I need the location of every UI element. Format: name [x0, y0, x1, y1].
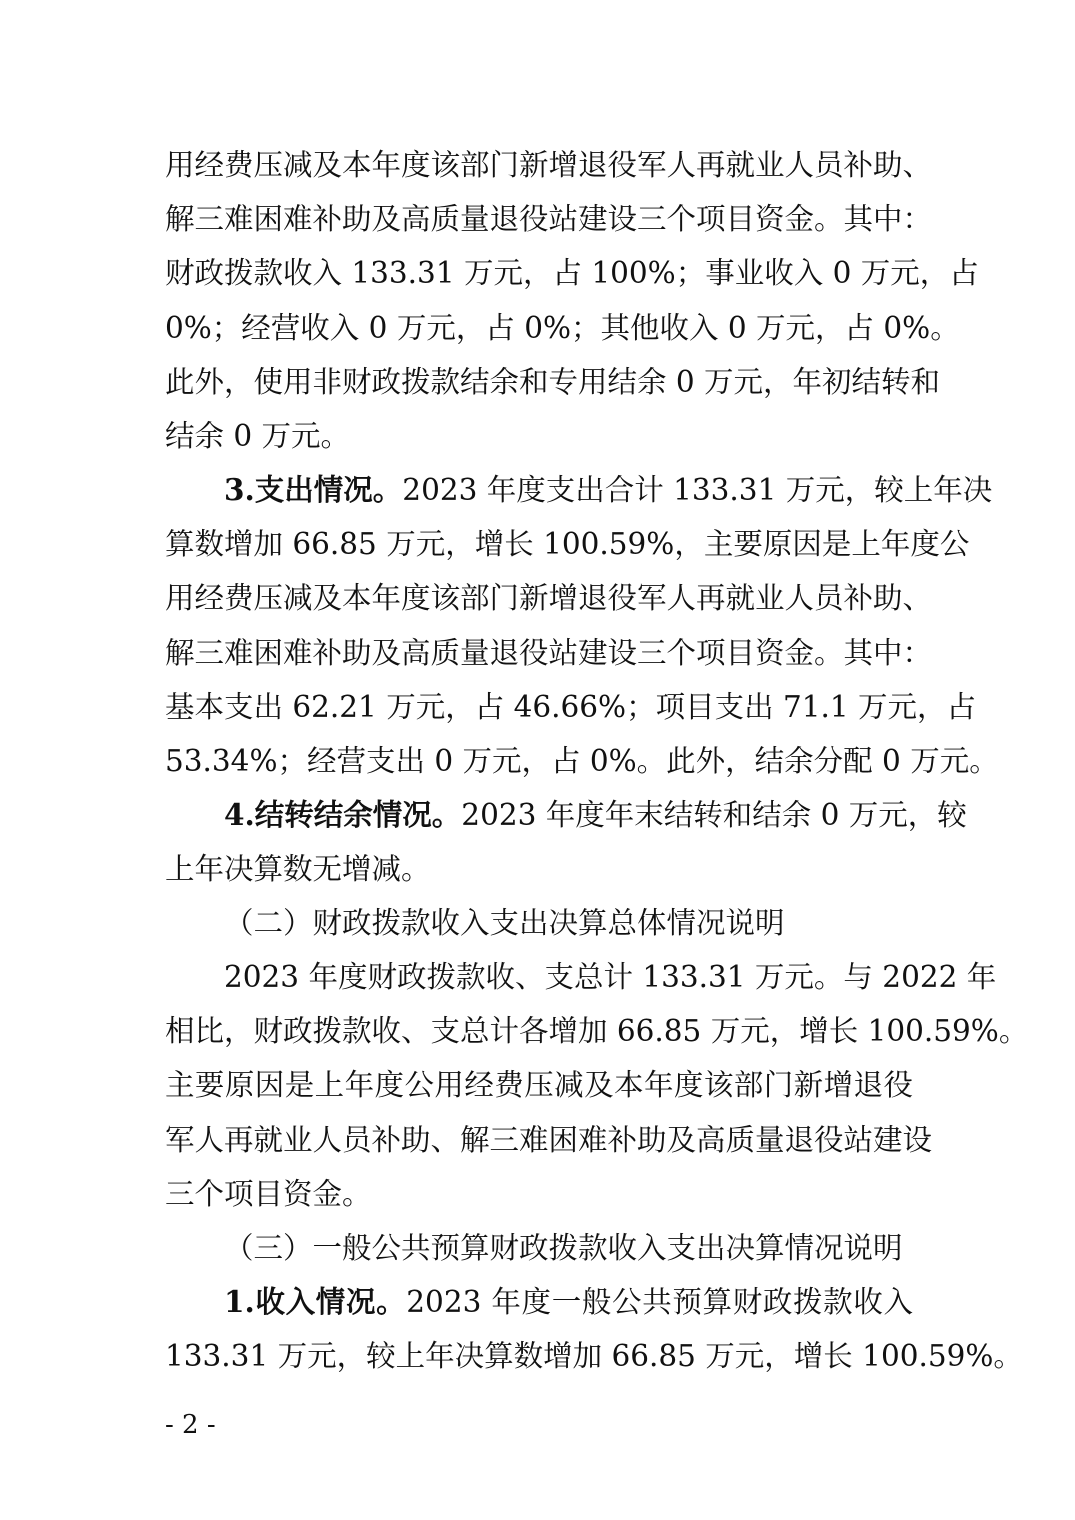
heading-general-budget: [165, 1221, 913, 1275]
text-line: 3.支出情况。2023 年度支出合计 133.31 万元，较上年决: [224, 472, 993, 507]
text-line: 1.收入情况。2023 年度一般公共预算财政拨款收入: [224, 1284, 914, 1319]
text-line: 4.结转结余情况。2023 年度年末结转和结余 0 万元，较: [224, 797, 967, 832]
text-line: 解三难困难补助及高质量退役站建设三个项目资金。其中：: [165, 202, 933, 237]
heading-fiscal-overview: [165, 896, 913, 950]
section-title: 4.结转结余情况。: [224, 797, 462, 832]
section-heading: （三）一般公共预算财政拨款收入支出决算情况说明: [224, 1231, 903, 1265]
text-line: 用经费压减及本年度该部门新增退役军人再就业人员补助、: [165, 581, 933, 616]
text-line: 上年决算数无增减。: [165, 852, 431, 887]
paragraph-fiscal-overview: [165, 950, 1029, 1221]
text-line: 军人再就业人员补助、解三难困难补助及高质量退役站建设: [165, 1122, 933, 1157]
text-line: 三个项目资金。: [165, 1176, 372, 1211]
text-line: 0%；经营收入 0 万元，占 0%；其他收入 0 万元，占 0%。: [165, 310, 960, 345]
text-line: 133.31 万元，较上年决算数增加 66.85 万元，增长 100.59%。: [165, 1339, 1023, 1374]
paragraph-income-continued: [165, 138, 979, 463]
text-line: 算数增加 66.85 万元，增长 100.59%，主要原因是上年度公: [165, 527, 970, 562]
text-line: 此外，使用非财政拨款结余和专用结余 0 万元，年初结转和: [165, 364, 941, 399]
text-line: 基本支出 62.21 万元，占 46.66%；项目支出 71.1 万元，占: [165, 689, 977, 724]
text-line: 结余 0 万元。: [165, 418, 351, 453]
text-line: 财政拨款收入 133.31 万元，占 100%；事业收入 0 万元，占: [165, 256, 979, 291]
paragraph-carryover: [165, 788, 967, 896]
section-heading: （二）财政拨款收入支出决算总体情况说明: [224, 906, 785, 940]
text-line: 53.34%；经营支出 0 万元，占 0%。此外，结余分配 0 万元。: [165, 743, 999, 778]
text-line: 2023 年度财政拨款收、支总计 133.31 万元。与 2022 年: [224, 960, 997, 994]
text-line: 用经费压减及本年度该部门新增退役军人再就业人员补助、: [165, 148, 933, 182]
paragraph-general-income: [165, 1275, 1023, 1383]
section-title: 3.支出情况。: [224, 472, 403, 507]
page-number: - 2 -: [165, 1410, 216, 1440]
text-line: 解三难困难补助及高质量退役站建设三个项目资金。其中：: [165, 635, 933, 670]
text-line: 相比，财政拨款收、支总计各增加 66.85 万元，增长 100.59%。: [165, 1014, 1029, 1049]
paragraph-expenditure: [165, 463, 999, 788]
text-line: 主要原因是上年度公用经费压减及本年度该部门新增退役: [165, 1068, 913, 1103]
section-title: 1.收入情况。: [224, 1284, 407, 1319]
